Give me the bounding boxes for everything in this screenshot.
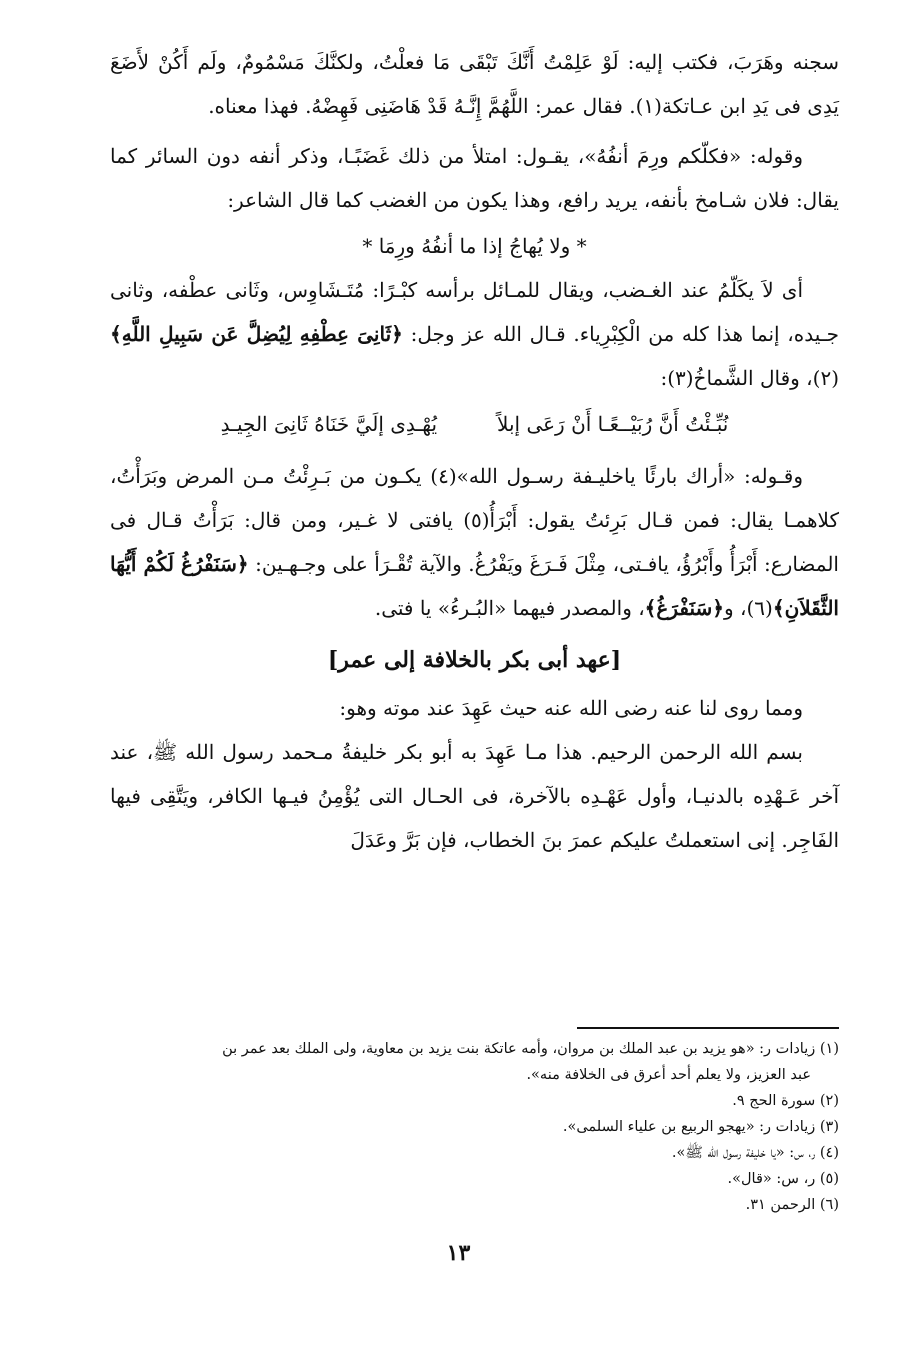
paragraph-6: بسم الله الرحمن الرحيم. هذا مـا عَهِدَ به أبو بكر خليفةُ مـحمد رسول الله ﷺ، عند آخر عَـهْدِه بالدنيـا، وأول عَهْـدِه بالآخرة، فى الحـال التى يُؤْمِنُ فيـها الكافر، ويَتَّقِى فيها الفَاجِر. إنى استعملتُ عليكم عمرَ بنَ الخطاب، فإن بَرَّ وعَدَلَ: [110, 740, 839, 852]
footnote-divider: [577, 1027, 839, 1029]
quran-quote-1: ﴿سَنَفْرُغُ لَكُمْ أَيُّهَا الثَّقَلاَنِ﴾: [110, 552, 839, 620]
main-text: [110, 40, 839, 862]
paragraph-3: [110, 268, 839, 400]
quran-quote-2: ﴿سَنَفْرَغُ﴾: [644, 596, 724, 620]
footnote-2: (٢) سورة الحج ٩.: [732, 1093, 839, 1109]
footnote-6: (٦) الرحمن ٣١.: [745, 1197, 839, 1213]
paragraph-5: ومما روى لنا عنه رضى الله عنه حيث عَهِدَ عند موته وهو:: [339, 696, 803, 720]
quran-quote: ﴿ثَانِىَ عِطْفِهِ لِيُضِلَّ عَن سَبِيلِ اللَّهِ﴾: [110, 322, 403, 346]
paragraph-4-text: وقـوله: «أراك بارئًا ياخليـفة رسـول الله»(٤) يكـون من بَـرِئْتُ مـن المرض وبَرَأْتُ، كلاهمـا يقال: فمن قـال بَرِئتُ يقول: أَبْرَأُ(٥) يافتى لا غـير، ومن قال: بَرَأْتُ قـال فى المضارع: أَبْرَأُ وأَبْرُؤُ، يافـتى، مِثْلَ فَـرَغَ ويَفْرُغُ. والآية تُقْـرَأ على وجـهـين:: [110, 464, 839, 576]
couplet-second-hemistich: يُهْـدِى إلَيَّ خَنَاهُ ثَانِىَ الجِيـدِ: [220, 412, 438, 436]
footnote-4: (٤) ر، س: «يا خليفة رسول الله ﷺ».: [671, 1145, 839, 1161]
page-number: ١٣: [446, 1240, 471, 1266]
footnote-1: (١) زيادات ر: «هو يزيد بن عبد الملك بن مروان، وأمه عاتكة بنت يزيد بن معاوية، ولى الملك بعد عمر بن: [222, 1041, 839, 1057]
footnotes: [110, 1036, 839, 1218]
verse-line: * ولا يُهاجُ إذا ما أنفُهُ ورِمَا *: [362, 234, 587, 258]
paragraph-3-tail: (٢)، وقال الشَّماخُ(٣):: [660, 366, 839, 390]
paragraph-2: وقوله: «فكلّكم ورِمَ أنفُهُ»، يقـول: امتلأ من ذلك غَضَبًـا، وذكر أنفه دون السائر كما يقال: فلان شـامخ بأنفه، يريد رافع، وهذا يكون من الغضب كما قال الشاعر:: [110, 144, 839, 212]
paragraph-1: سجنه وهَرَبَ، فكتب إليه: لَوْ عَلِمْتُ أَنَّكَ تَبْقَى مَا فعلْتُ، ولكنَّكَ مَسْمُومٌ، ولَم أَكُنْ لأَضَعَ يَدِى فى يَدِ ابن عـاتكة(١). فقال عمر: اللَّهُمَّ إِنَّـهُ قَدْ هَاضَنِى فَهِضْهُ. فهذا معناه.: [110, 50, 839, 118]
footnote-1-continued: عبد العزيز، ولا يعلم أحد أعرق فى الخلافة منه».: [526, 1067, 811, 1083]
section-heading: [عهد أبى بكر بالخلافة إلى عمر]: [327, 647, 622, 673]
footnote-3: (٣) زيادات ر: «يهجو الربيع بن علياء السلمى».: [562, 1119, 839, 1135]
paragraph-4: [110, 454, 839, 630]
couplet-first-hemistich: نُبِّـئْتُ أَنَّ رُبَيْــعًـا أَنْ رَعَى إبلاً: [497, 412, 729, 436]
paragraph-4-mid: (٦)، و: [724, 596, 773, 620]
footnote-5: (٥) ر، س: «قال».: [727, 1171, 839, 1187]
paragraph-3-text: أى لاَ يكَلّمُ عند الغـضب، ويقال للمـائل برأسه كبْـرًا: مُتَـشَاوِس، وثَانى عطْفه، وثانى جـيده، إنما هذا كله من الْكِبْرِياء. قـال الله عز وجل:: [110, 278, 839, 346]
paragraph-4-tail: ، والمصدر فيهما «البُـرءُ» يا فتى.: [374, 596, 645, 620]
poem-couplet: [110, 402, 839, 446]
